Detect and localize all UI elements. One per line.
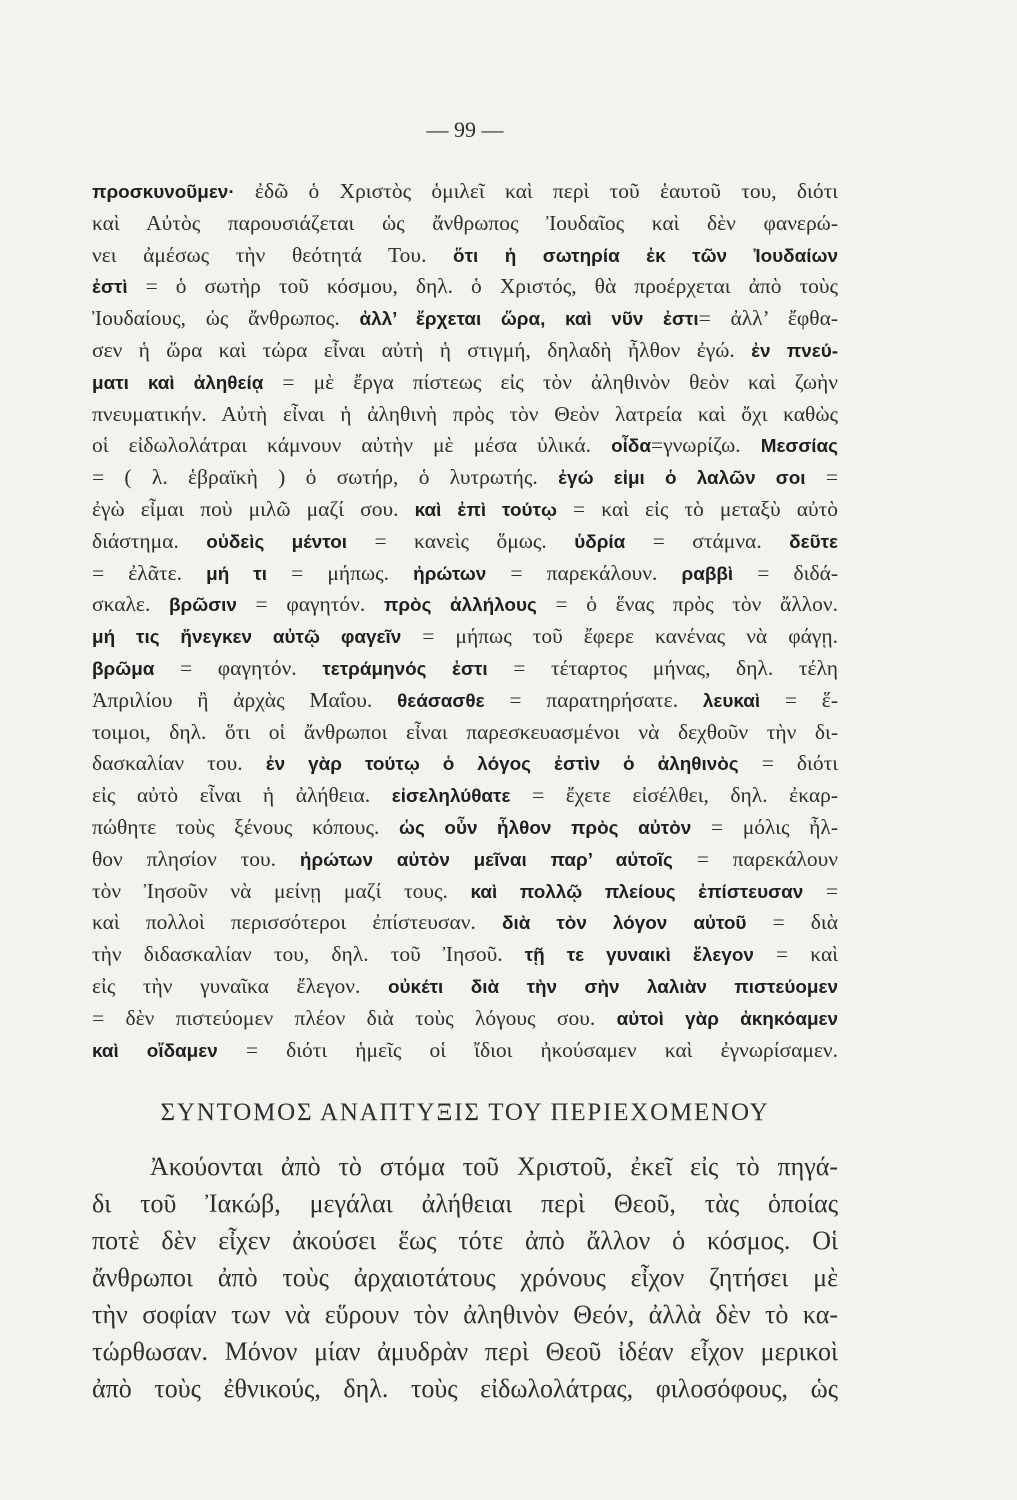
gloss-text: = ἕ- [760,687,838,712]
glossed-term: ἀλλ’ ἔρχεται ὥρα, καὶ νῦν ἐστι [359,309,699,331]
commentary-block [92,176,838,1066]
section-heading: ΣΥΝΤΟΜΟΣ ΑΝΑΠΤΥΞΙΣ ΤΟΥ ΠΕΡΙΕΧΟΜΕΝΟΥ [160,1099,770,1126]
commentary-line [92,335,838,367]
gloss-text: καὶ πολλοὶ περισσότεροι ἐπίστευσαν. [92,910,503,935]
commentary-line [92,303,838,335]
glossed-term: δεῦτε [789,531,838,553]
body-line: ποτὲ δὲν εἶχεν ἀκούσει ἕως τότε ἀπὸ ἄλλον ὁ κόσμος. Οἱ [92,1225,838,1255]
glossed-term: ἠρώτων αὐτὸν μεῖναι παρ’ αὐτοῖς [299,849,673,871]
commentary-line [92,494,838,526]
gloss-text: εἰς αὐτὸ εἶναι ἡ ἀλήθεια. [92,783,392,808]
gloss-text: εἰς τὴν γυναῖκα ἔλεγον. [92,973,388,998]
glossed-term: ἠρώτων [413,563,487,585]
body-line: ἄνθρωποι ἀπὸ τοὺς ἀρχαιοτάτους χρόνους εἶχον ζητήσει μὲ [92,1262,838,1292]
glossed-term: ἐν πνεύ- [751,340,838,362]
gloss-text: Ἰουδαίους, ὡς ἄνθρωπος. [92,306,360,331]
glossed-term: ὅτι ἡ σωτηρία ἐκ τῶν Ἰουδαίων [453,245,838,267]
glossed-term: βρῶσιν [168,595,237,617]
glossed-term: μή τις ἤνεγκεν αὐτῷ φαγεῖν [92,627,402,649]
gloss-text: = παρατηρήσατε. [484,687,703,712]
glossed-term: ὑδρία [574,531,626,553]
gloss-text: πώθητε τοὺς ξένους κόπους. [92,814,400,839]
commentary-line [92,844,838,876]
commentary-line [92,685,838,717]
commentary-line [92,462,838,494]
gloss-text: Ἀπριλίου ἢ ἀρχὰς Μαΐου. [92,687,398,712]
glossed-term: προσκυνοῦμεν· [92,182,235,203]
commentary-line [92,621,838,653]
commentary-line [92,812,838,844]
commentary-line [92,367,838,399]
glossed-term: καὶ οἴδαμεν [92,1040,218,1062]
glossed-term: οὐδεὶς μέντοι [206,531,348,553]
commentary-line [92,271,838,303]
commentary-line [92,589,838,621]
glossed-term: τετράμηνός ἐστι [322,658,488,680]
glossed-term: λευκαὶ [702,690,761,712]
gloss-text: = [803,878,838,903]
commentary-line [92,430,838,462]
commentary-line [92,748,838,780]
gloss-text: = κανεὶς ὅμως. [347,528,575,553]
commentary-line [92,1003,838,1035]
commentary-line [92,653,838,685]
body-line: τὴν σοφίαν των νὰ εὕρουν τὸν ἀληθινὸν Θεόν, ἀλλὰ δὲν τὸ κα- [92,1299,838,1329]
glossed-term: ὡς οὖν ἦλθον πρὸς αὐτὸν [399,817,692,839]
gloss-text: = φαγητόν. [236,592,384,617]
gloss-text: σκαλε. [92,592,169,617]
gloss-text: = ἔχετε εἰσέλθει, δηλ. ἐκαρ- [510,783,838,808]
gloss-text: = διδά- [733,560,838,585]
glossed-term: μή τι [206,563,267,585]
glossed-term: εἰσεληλύθατε [391,786,511,808]
gloss-text: ἐδῶ ὁ Χριστὸς ὁμιλεῖ καὶ περὶ τοῦ ἑαυτοῦ του, διότι [234,179,838,203]
gloss-text: = [805,465,838,490]
gloss-text: σεν ἡ ὥρα καὶ τώρα εἶναι αὐτὴ ἡ στιγμή, δηλαδὴ ἦλθον ἐγώ. [92,337,752,362]
gloss-text: = ( λ. ἑβραϊκὴ ) ὁ σωτήρ, ὁ λυτρωτής. [92,465,559,490]
commentary-line [92,939,838,971]
body-text-block [92,1148,838,1407]
gloss-text: = ἀλλ’ ἔφθα- [698,306,838,331]
gloss-text: = δὲν πιστεύομεν πλέον διὰ τοὺς λόγους σου. [92,1005,617,1030]
gloss-text: τὸν Ἰησοῦν νὰ μείνῃ μαζί τους. [92,878,471,903]
commentary-line [92,208,838,240]
glossed-term: οὐκέτι διὰ τὴν σὴν λαλιὰν πιστεύομεν [387,976,838,998]
glossed-term: ἐγώ εἰμι ὁ λαλῶν σοι [558,468,806,490]
gloss-text: = στάμνα. [625,528,790,553]
gloss-text: = παρεκάλουν. [486,560,682,585]
gloss-text: = ὁ σωτὴρ τοῦ κόσμου, δηλ. ὁ Χριστός, θὰ προέρχεται ἀπὸ τοὺς [127,274,838,299]
glossed-term: πρὸς ἀλλήλους [383,595,537,617]
commentary-line [92,717,838,749]
gloss-text: = μὲ ἔργα πίστεως εἰς τὸν ἀληθινὸν θεὸν καὶ ζωὴν [263,369,838,394]
glossed-term: ματι καὶ ἀληθείᾳ [92,372,264,394]
body-line: τώρθωσαν. Μόνον μίαν ἀμυδρὰν περὶ Θεοῦ ἰδέαν εἶχον μερικοὶ [92,1336,838,1366]
glossed-term: διὰ τὸν λόγον αὐτοῦ [502,913,747,935]
commentary-line [92,240,838,272]
body-line: ἀπὸ τοὺς ἐθνικούς, δηλ. τοὺς εἰδωλολάτρας, φιλοσόφους, ὡς [92,1373,838,1403]
gloss-text: = μήπως. [266,560,414,585]
gloss-text: = μήπως τοῦ ἔφερε κανένας νὰ φάγῃ. [401,624,838,649]
gloss-text: = μόλις ἦλ- [691,814,838,839]
glossed-term: καὶ πολλῷ πλείους ἐπίστευσαν [470,881,804,903]
commentary-line [92,399,838,431]
gloss-text: = τέταρτος μήνας, δηλ. τέλη [487,655,838,680]
glossed-term: θεάσασθε [397,690,485,712]
commentary-line [92,526,838,558]
gloss-text: τοιμοι, δηλ. ὅτι οἱ ἄνθρωποι εἶναι παρεσκευασμένοι νὰ δεχθοῦν τὴν δι- [92,719,838,744]
gloss-text: οἱ εἰδωλολάτραι κάμνουν αὐτὴν μὲ μέσα ὑλικά. [92,433,612,458]
gloss-text: = ἐλᾶτε. [92,560,207,585]
commentary-line [92,176,838,208]
glossed-term: ἐν γὰρ τούτῳ ὁ λόγος ἐστὶν ὁ ἀληθινὸς [265,754,739,776]
gloss-text: ἐγὼ εἶμαι ποὺ μιλῶ μαζί σου. [92,496,415,521]
gloss-text: τὴν διδασκαλίαν του, δηλ. τοῦ Ἰησοῦ. [92,942,525,967]
gloss-text: = φαγητόν. [154,655,323,680]
body-line: δι τοῦ Ἰακώβ, μεγάλαι ἀλήθειαι περὶ Θεοῦ, τὰς ὁποίας [92,1188,838,1218]
gloss-text: = διότι ἡμεῖς οἱ ἴδιοι ἠκούσαμεν καὶ ἐγνωρίσαμεν. [217,1037,838,1062]
commentary-line [92,907,838,939]
gloss-text: = καὶ [753,942,838,967]
gloss-text: καὶ Αὐτὸς παρουσιάζεται ὡς ἄνθρωπος Ἰουδαῖος καὶ δὲν φανερώ- [92,210,838,235]
glossed-term: καὶ ἐπὶ τούτῳ [414,499,557,521]
gloss-text: = καὶ εἰς τὸ μεταξὺ αὐτὸ [556,496,838,521]
glossed-term: οἶδα [611,436,651,458]
commentary-line [92,876,838,908]
gloss-text: πνευματικήν. Αὐτὴ εἶναι ἡ ἀληθινὴ πρὸς τὸν Θεὸν λατρεία καὶ ὄχι καθὼς [92,401,838,426]
glossed-term: τῇ τε γυναικὶ ἔλεγον [524,945,754,967]
gloss-text: δασκαλίαν του. [92,751,266,776]
gloss-text: = διὰ [746,910,838,935]
glossed-term: Μεσσίας [760,436,838,458]
gloss-text: = διότι [738,751,838,776]
page-number: — 99 — [426,117,504,142]
gloss-text: διάστημα. [92,528,207,553]
commentary-line [92,558,838,590]
gloss-text: νει ἀμέσως τὴν θεότητά Του. [92,242,454,267]
gloss-text: = παρεκάλουν [672,846,838,871]
commentary-line [92,1035,838,1067]
glossed-term: βρῶμα [92,658,155,680]
glossed-term: αὐτοὶ γὰρ ἀκηκόαμεν [616,1008,838,1030]
commentary-line [92,971,838,1003]
glossed-term: ραββὶ [681,563,734,585]
commentary-line [92,780,838,812]
gloss-text: θον πλησίον του. [92,846,300,871]
glossed-term: ἐστὶ [92,277,128,299]
body-line: Ἀκούονται ἀπὸ τὸ στόμα τοῦ Χριστοῦ, ἐκεῖ εἰς τὸ πηγά- [150,1151,838,1181]
gloss-text: =γνωρίζω. [650,433,761,458]
gloss-text: = ὁ ἕνας πρὸς τὸν ἄλλον. [536,592,838,617]
